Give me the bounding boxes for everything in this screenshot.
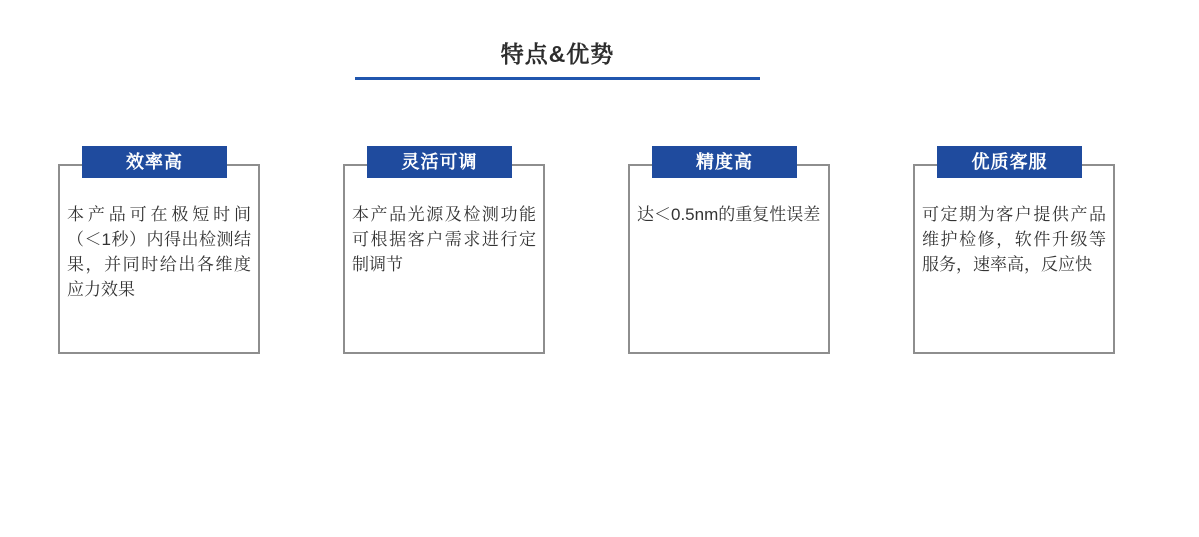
feature-card-body: 本产品可在极短时间（＜1秒）内得出检测结果，并同时给出各维度应力效果 [67, 205, 251, 299]
feature-card-flexibility [343, 152, 545, 354]
feature-card-precision [628, 152, 830, 354]
feature-card-tab: 精度高 [652, 146, 797, 178]
feature-card-body: 达＜0.5nm的重复性误差 [637, 205, 821, 224]
feature-cards-row [58, 146, 1115, 354]
title-underline [355, 77, 760, 80]
section-header [355, 40, 760, 80]
section-title: 特点&优势 [500, 41, 615, 67]
feature-card-body: 本产品光源及检测功能可根据客户需求进行定制调节 [352, 205, 536, 274]
feature-card-body: 可定期为客户提供产品维护检修，软件升级等服务，速率高，反应快 [922, 205, 1106, 274]
feature-card-service [913, 152, 1115, 354]
feature-card-efficiency [58, 152, 260, 354]
feature-card-tab: 灵活可调 [367, 146, 512, 178]
feature-card-tab: 效率高 [82, 146, 227, 178]
feature-card-tab: 优质客服 [937, 146, 1082, 178]
